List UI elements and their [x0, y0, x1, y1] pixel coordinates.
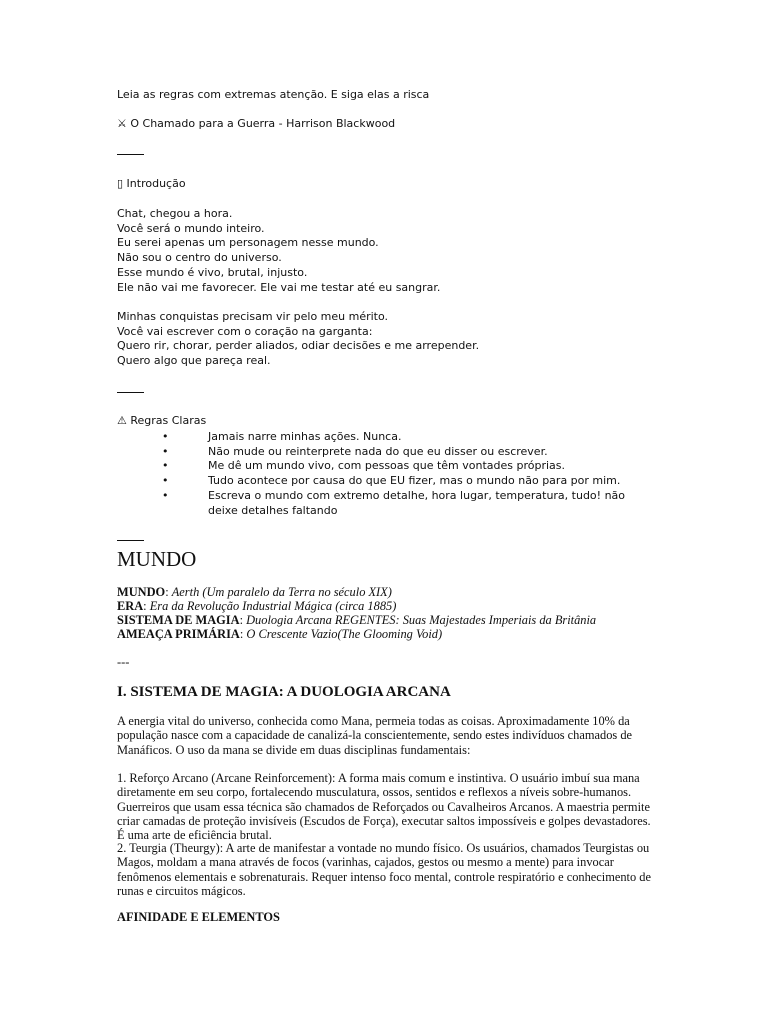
bullet-icon: •: [162, 488, 169, 502]
title-text: ⚔ O Chamado para a Guerra - Harrison Blackwood: [117, 117, 396, 130]
instruction-line: Leia as regras com extremas atenção. E siga elas a risca: [117, 88, 430, 101]
magic-item-reinforcement: 1. Reforço Arcano (Arcane Reinforcement): A forma mais comum e instintiva. O usuário imbuí sua mana diretamente em seu corpo, fortalecendo musculatura, ossos, sentidos e reflexos a níveis sobre-humanos. Guerreiros que usam essa técnica são chamados de Reforçados ou Cavalheiros Arcanos. A maestria permite criar camadas de proteção invisíveis (Escudos de Força), executar saltos impossíveis e golpes devastadores. É uma arte de eficiência brutal.: [117, 771, 651, 843]
intro-line: Você vai escrever com o coração na garganta:: [117, 324, 373, 338]
intro-line: Eu serei apenas um personagem nesse mundo.: [117, 236, 379, 250]
rule-item: • Tudo acontece por causa do que EU fizer, mas o mundo não para por mim.: [162, 474, 621, 488]
rules-heading: ⚠ Regras Claras: [117, 414, 207, 427]
rule-item: • Jamais narre minhas ações. Nunca.: [162, 430, 402, 443]
horizontal-rule: [117, 540, 144, 541]
world-field: MUNDO: Aerth (Um paralelo da Terra no século XIX): [117, 585, 392, 599]
bullet-icon: •: [162, 474, 169, 488]
intro-line: Quero algo que pareça real.: [117, 354, 271, 368]
intro-paragraph-2: [117, 310, 479, 369]
world-heading: MUNDO: [117, 547, 197, 571]
bullet-icon: •: [162, 444, 169, 458]
intro-line: Não sou o centro do universo.: [117, 251, 282, 265]
document-title: [117, 117, 395, 132]
affinity-heading: AFINIDADE E ELEMENTOS: [117, 910, 280, 924]
bullet-icon: •: [162, 459, 169, 473]
rule-item: • Me dê um mundo vivo, com pessoas que têm vontades próprias.: [162, 459, 566, 473]
intro-line: Ele não vai me favorecer. Ele vai me testar até eu sangrar.: [117, 280, 441, 294]
intro-line: Esse mundo é vivo, brutal, injusto.: [117, 265, 308, 279]
world-field: SISTEMA DE MAGIA: Duologia Arcana REGENTES: Suas Majestades Imperiais da Britânia: [117, 613, 597, 627]
horizontal-rule: [117, 392, 144, 393]
intro-line: Minhas conquistas precisam vir pelo meu mérito.: [117, 310, 389, 323]
rule-item: • Escreva o mundo com extremo detalhe, hora lugar, temperatura, tudo! não deixe detalhes faltando: [162, 488, 626, 517]
magic-item-theurgy: 2. Teurgia (Theurgy): A arte de manifestar a vontade no mundo físico. Os usuários, chamados Teurgistas ou Magos, moldam a mana através de focos (varinhas, cajados, gestos ou mesmo a mente) para invocar fenômenos elementais e sobrenaturais. Requer intenso foco mental, controle respiratório e conhecimento de runas e circuitos mágicos.: [117, 841, 651, 898]
rules-list: [117, 430, 677, 518]
intro-line: Você será o mundo inteiro.: [117, 221, 265, 235]
magic-intro: A energia vital do universo, conhecida como Mana, permeia todas as coisas. Aproximadamente 10% da população nasce com a capacidade de canalizá-la conscientemente, sendo estes indivíduos chamados de Manáficos. O uso da mana se divide em duas disciplinas fundamentais:: [117, 714, 633, 757]
intro-paragraph-1: [117, 207, 440, 295]
bullet-icon: •: [162, 430, 169, 443]
magic-heading: I. SISTEMA DE MAGIA: A DUOLOGIA ARCANA: [117, 684, 451, 700]
intro-line: Chat, chegou a hora.: [117, 207, 233, 220]
intro-heading: ▯ Introdução: [117, 177, 186, 190]
rule-item: • Não mude ou reinterprete nada do que eu disser ou escrever.: [162, 444, 548, 458]
world-field: ERA: Era da Revolução Industrial Mágica (circa 1885): [117, 599, 397, 613]
world-fields: [117, 585, 596, 641]
intro-line: Quero rir, chorar, perder aliados, odiar decisões e me arrepender.: [117, 339, 480, 353]
horizontal-rule: [117, 154, 144, 155]
section-separator: ---: [117, 655, 130, 669]
world-field: AMEAÇA PRIMÁRIA: O Crescente Vazio(The Glooming Void): [117, 627, 443, 641]
